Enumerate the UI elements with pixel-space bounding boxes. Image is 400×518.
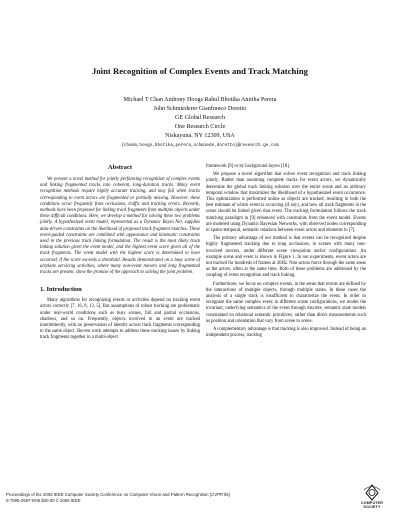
logo-line-1: COMPUTER <box>360 501 384 505</box>
intro-heading: 1. Introduction <box>40 286 82 294</box>
abstract-heading: Abstract <box>107 164 133 171</box>
abstract-text: We present a novel method for jointly performing recognition of complex events and linking fragmented tracks into coherent, long-duration tracks. Many event recognition methods require highly accurate tracking, and may fail when tracks corresponding to event actors are fragmented or partially missing. However, these conditions occur frequently from occlusions, traffic and tracking errors. Recently, methods have been proposed for linking track fragments from multiple objects under these difficult conditions. Here, we develop a method for solving these two problems jointly. A hypothesized event model, represented as a Dynamic Bayes Net, supplies data-driven constraints on the likelihood of proposed track fragment matches. These event-guided constraints are combined with appearance and kinematic constraints used in the previous track linking formulation. The result is the most likely track linking solution given the event model, and the highest event score given all of the track fragments. The event model with the highest score is determined to have occurred, if the score exceeds a threshold. Results demonstrated on a busy scene of airplane servicing activities, where many non-event movers and long fragmented tracks are present, show the promise of the approach to solving the joint problem. <box>40 177 200 276</box>
affiliation-line-3: Niskayuna, NY 12309, USA <box>165 133 235 139</box>
right-paragraph-3: Furthermore, we focus on complex events, in the sense that events are defined by the interactions of multiple objects, through multiple states. In these cases the analysis of a single track is insufficient to characterize the event. In order to recognize the same complex event in different scene configurations, we model the invariant, underlying semantics of the event through discrete, semantic state models constrained on relational semantic primitives, rather than direct measurements such as position and orientation that vary from scene to scene. <box>206 281 366 324</box>
proceedings-footer <box>6 492 326 503</box>
author-emails: {chanm,hoogs,bhotika,perera,schmiede,doretto}@research.ge.com <box>121 143 279 148</box>
paper-title: Joint Recognition of Complex Events and Track Matching <box>91 66 309 76</box>
computer-society-logo <box>352 484 392 512</box>
right-paragraph-0: framework [9] or by background layers [18]. <box>206 164 290 169</box>
affiliation-line-1: GE Global Research <box>174 115 226 121</box>
intro-paragraph-1: Many algorithms for recognizing events or activities depend on tracking event actors correctly [7, 16, 8, 13, 5]. But assumptions of robust tracking are problematic under real-world conditions such as busy scenes, full and partial occlusions, shadows, and so on. Frequently, objects involved in an event are tracked intermittently, with no preservation of identity across track fragments corresponding to the same object. Recent work attempts to address these tracking issues by linking track fragments together in a multi-object <box>40 298 200 341</box>
right-paragraph-2: The primary advantage of our method is that events can be recognized despite highly fragmented tracking due to long occlusions, in scenes with many non-involved movers, under different scene viewpoints and/or configurations. An example scene and event is shown in Figure 1. In our experiments, event actors are not tracked for hundreds of frames at 30Hz. Non-actors move through the same areas as the actors, often at the same time. Both of these problems are addressed by the coupling of event recognition and track linking. <box>206 236 366 279</box>
logo-line-2: SOCIETY <box>363 505 381 510</box>
logo-text <box>352 501 392 509</box>
ieee-cs-emblem-icon <box>352 484 392 501</box>
right-paragraph-4: A complementary advantage is that tracking is also improved. Instead of being an independent process, tracking <box>206 327 366 339</box>
left-column <box>40 164 200 342</box>
author-line-2: John Schmiederer Gianfranco Doretto <box>153 106 247 112</box>
right-column <box>206 164 366 339</box>
footer-line-1: Proceedings of the 2006 IEEE Computer Society Conference on Computer Vision and Pattern Recognition (CVPR'06) <box>6 492 231 497</box>
right-paragraph-1: We propose a novel algorithm that solves event recognition and track linking jointly. Rather than assuming complete tracks for event actors, we dynamically determine the global track linking solution over the entire scene and an arbitrary temporal window that maximizes the likelihood of a hypothesized event occurrence. This optimization is performed online as objects are tracked, resulting in both the best estimate of which event is occurring (if any), and how all track fragments in the scene should be linked given that event. The tracking formulation follows the track matching paradigm in [9] enhanced with constraints from the event model. Events are modeled using Dynamic Bayesian Networks, with observed nodes corresponding to spatio-temporal, semantic relations between event actors and elements in [7]. <box>206 172 366 234</box>
author-line-1: Michael T Chan Anthony Hoogs Rahul Bhotika Amitha Perera <box>123 97 277 103</box>
footer-line-2: 0-7695-2597-0/06 $20.00 © 2006 IEEE <box>6 497 81 503</box>
affiliation-line-2: One Research Circle <box>174 124 226 130</box>
